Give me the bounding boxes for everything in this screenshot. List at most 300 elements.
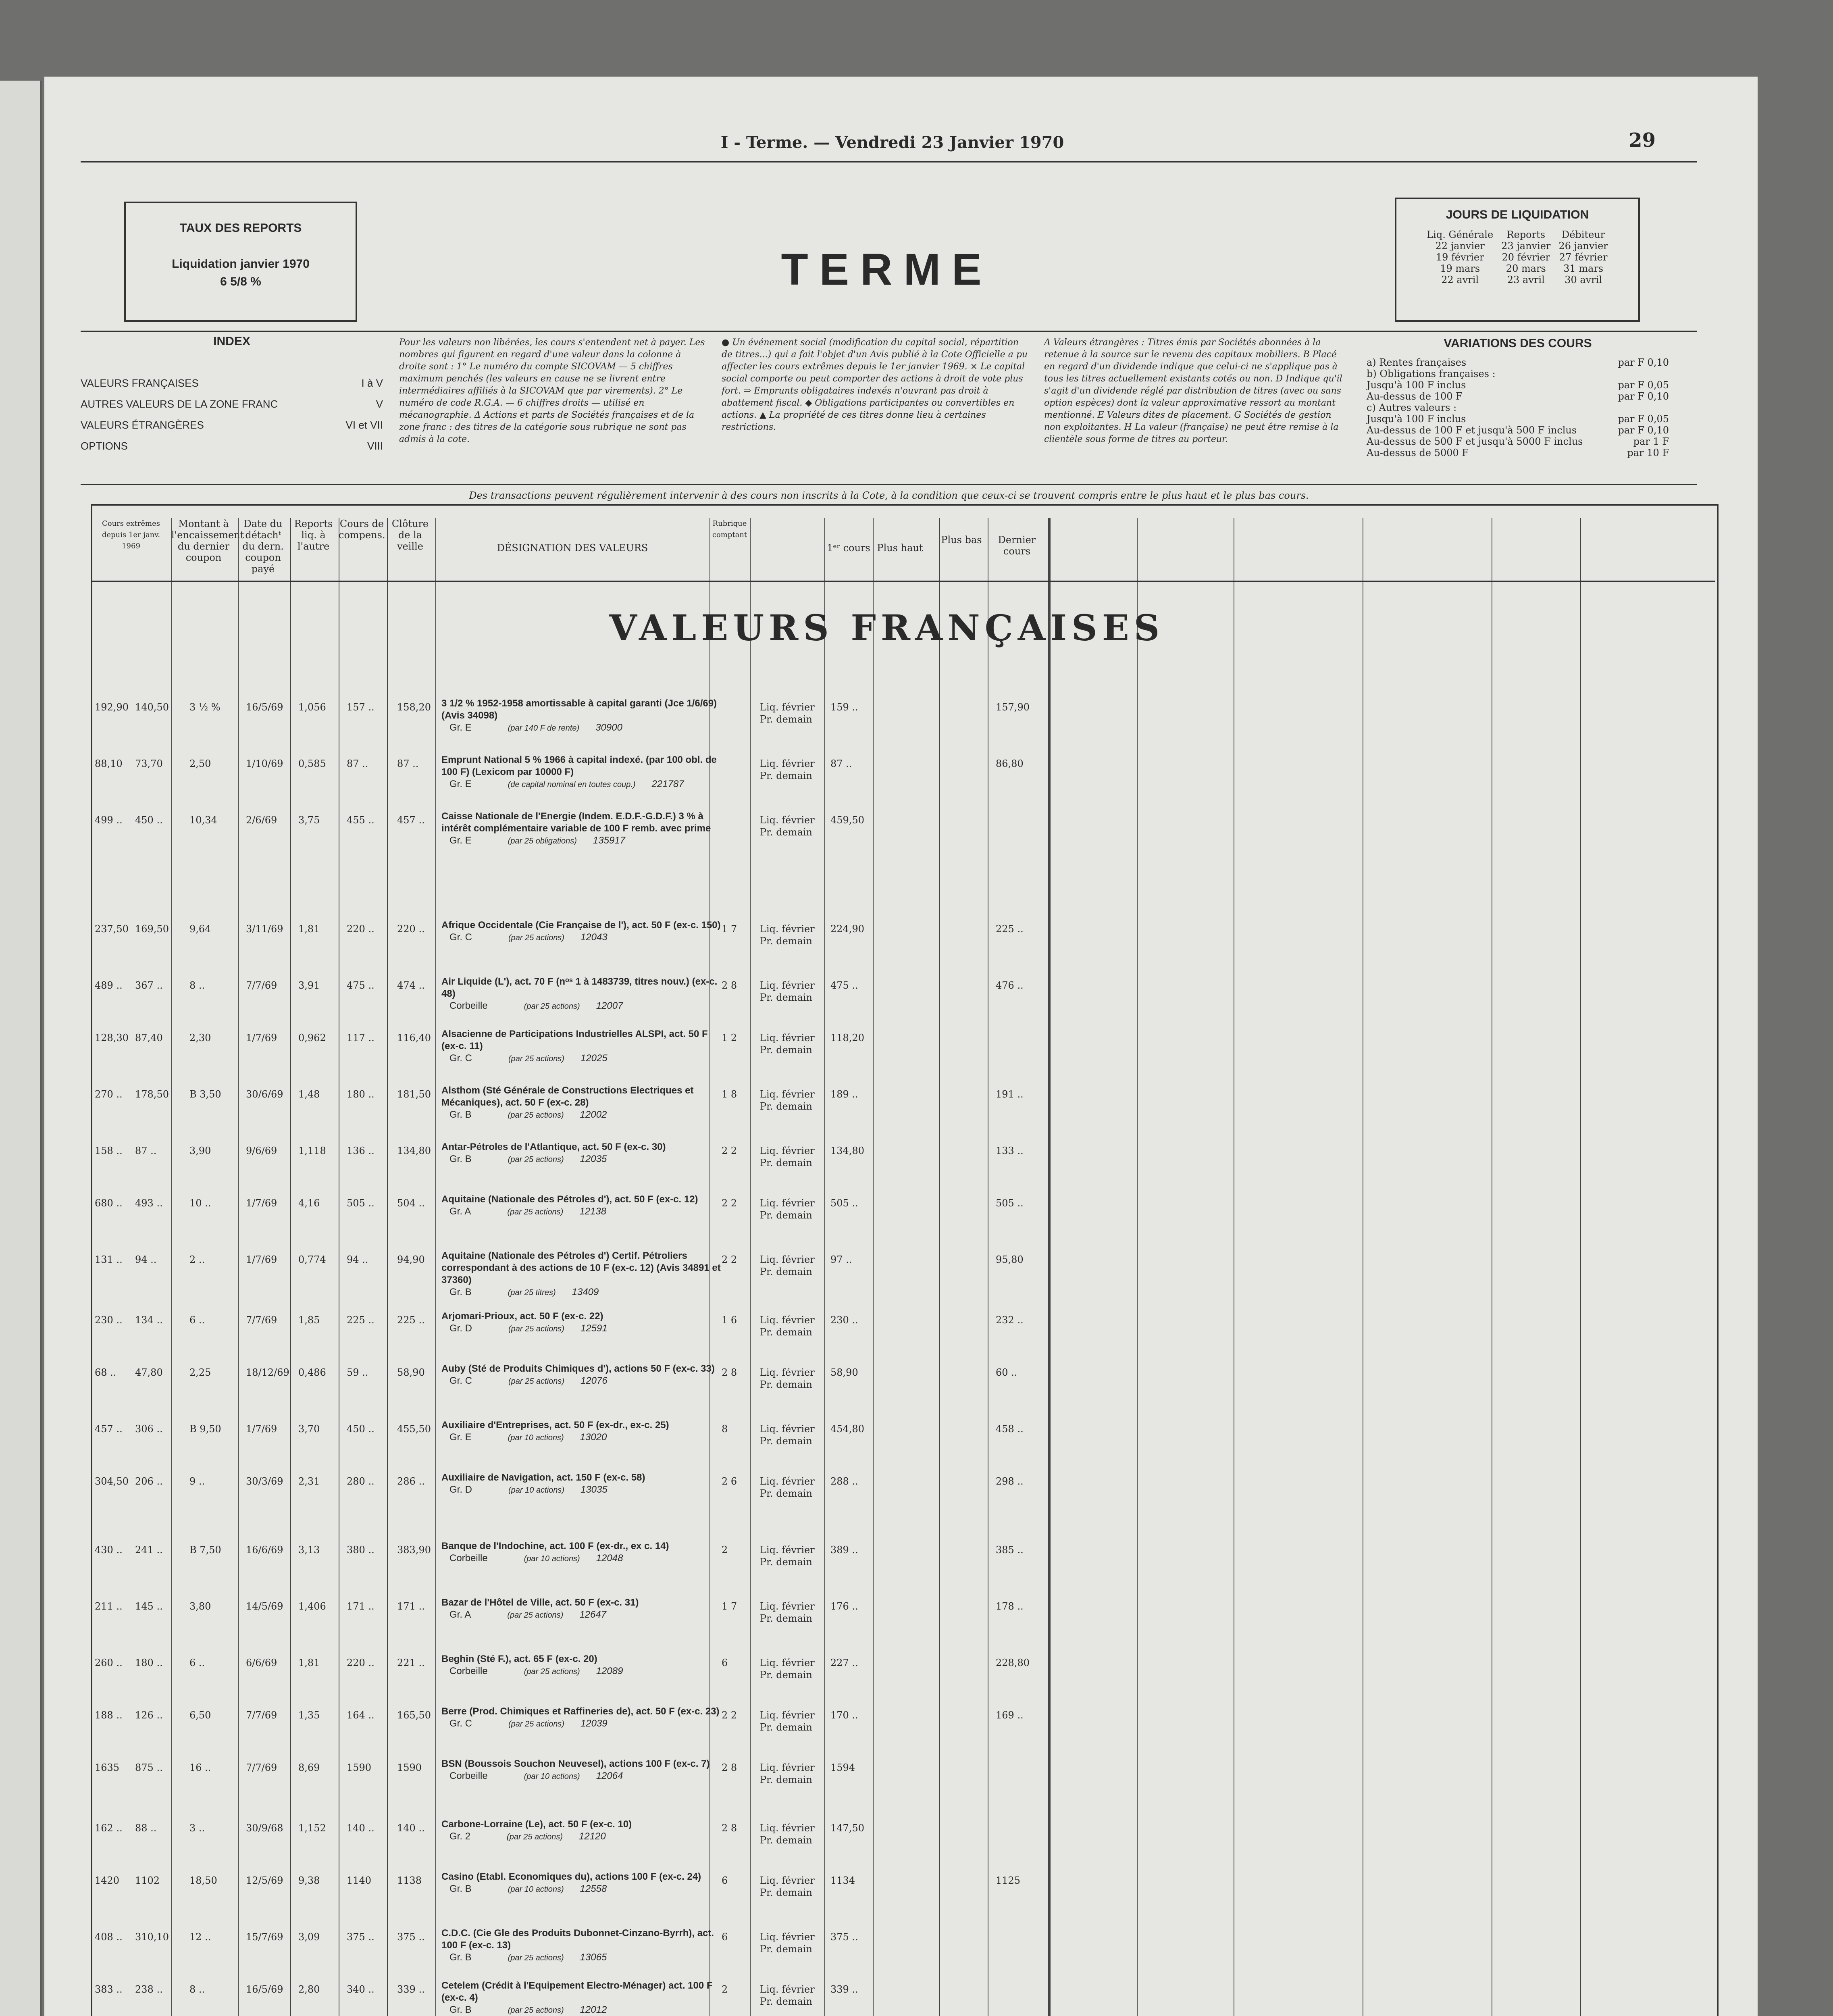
jours-cell: 19 mars xyxy=(1440,263,1480,274)
security-group: Gr. B xyxy=(449,1154,472,1164)
cell-cloture: 474 .. xyxy=(397,980,425,991)
security-lot-note: (par 25 actions) xyxy=(508,1325,564,1333)
cell-reports: 1,118 xyxy=(298,1145,326,1156)
section-title: VALEURS FRANÇAISES xyxy=(609,607,1165,649)
column-rule xyxy=(387,518,388,2016)
liq-fevrier-label: Liq. février xyxy=(760,1984,815,1995)
security-name: Antar-Pétroles de l'Atlantique, act. 50 F (ex-c. 30) xyxy=(441,1141,666,1152)
cell-rubrique: 2 8 xyxy=(722,1822,737,1834)
variation-value: par F 0,10 xyxy=(1618,357,1669,368)
security-group-line xyxy=(441,778,724,791)
cell-reports: 1,152 xyxy=(298,1822,326,1834)
security-group-line xyxy=(441,1000,724,1012)
security-group-line xyxy=(441,1951,724,1964)
liq-fevrier-label: Liq. février xyxy=(760,758,815,769)
variation-value: par F 0,10 xyxy=(1618,425,1669,436)
security-name: Air Liquide (L'), act. 70 F (nᵒˢ 1 à 1483739, titres nouv.) (ex-c. 48) xyxy=(441,976,718,999)
taux-title: TAUX DES REPORTS xyxy=(179,221,302,235)
cell-reports: 3,75 xyxy=(298,814,320,826)
cell-dernier: 86,80 xyxy=(996,758,1024,769)
cell-bas: 367 .. xyxy=(135,980,163,991)
col-reports: Reports liq. à l'autre xyxy=(294,518,333,552)
cell-reports: 0,585 xyxy=(298,758,326,769)
cell-reports: 9,38 xyxy=(298,1875,320,1886)
cell-rubrique: 2 xyxy=(722,1544,728,1556)
liq-fevrier-label: Liq. février xyxy=(760,1601,815,1612)
cell-premier: 87 .. xyxy=(830,758,852,769)
cell-premier: 288 .. xyxy=(830,1476,858,1487)
section-rule xyxy=(81,484,1697,485)
security-group-line xyxy=(441,722,724,734)
cell-premier: 134,80 xyxy=(830,1145,864,1156)
jours-cell: 19 février xyxy=(1436,252,1484,263)
security-code: 12048 xyxy=(596,1553,623,1564)
cell-haut: 680 .. xyxy=(95,1198,123,1209)
cell-date: 7/7/69 xyxy=(246,1762,277,1773)
cell-rubrique: 2 2 xyxy=(722,1254,737,1265)
cell-haut: 457 .. xyxy=(95,1423,123,1435)
cell-cloture: 225 .. xyxy=(397,1314,425,1326)
cell-premier: 224,90 xyxy=(830,923,864,935)
cell-date: 7/7/69 xyxy=(246,1314,277,1326)
cell-reports: 0,774 xyxy=(298,1254,326,1265)
col-premier-cours: 1ᵉʳ cours xyxy=(827,542,870,554)
security-code: 12591 xyxy=(580,1323,608,1334)
cell-rubrique: 2 8 xyxy=(722,1762,737,1773)
liq-demain-label: Pr. demain xyxy=(760,1044,813,1056)
cell-compens: 180 .. xyxy=(347,1089,375,1100)
cell-reports: 3,09 xyxy=(298,1931,320,1943)
cell-montant: 2,50 xyxy=(189,758,211,769)
liq-demain-label: Pr. demain xyxy=(760,1210,813,1221)
security-code: 12025 xyxy=(580,1053,608,1064)
security-lot-note: (par 10 actions) xyxy=(524,1772,580,1781)
variation-row xyxy=(1367,368,1669,379)
cell-cloture: 165,50 xyxy=(397,1710,431,1721)
cell-haut: 131 .. xyxy=(95,1254,123,1265)
security-group-line xyxy=(441,1375,724,1387)
security-name: Cetelem (Crédit à l'Equipement Electro-Ménager) act. 100 F (ex-c. 4) xyxy=(441,1980,713,2003)
variation-row xyxy=(1367,391,1669,402)
column-rule xyxy=(873,518,874,2016)
cell-reports: 3,70 xyxy=(298,1423,320,1435)
cell-reports: 3,13 xyxy=(298,1544,320,1556)
security-name: 3 1/2 % 1952-1958 amortissable à capital garanti (Jce 1/6/69) (Avis 34098) xyxy=(441,698,717,721)
cell-premier: 475 .. xyxy=(830,980,858,991)
cell-cloture: 220 .. xyxy=(397,923,425,935)
column-rule xyxy=(939,518,940,2016)
security-designation xyxy=(441,919,724,944)
security-lot-note: (par 25 actions) xyxy=(508,1054,564,1063)
security-code: 135917 xyxy=(593,835,625,846)
security-designation xyxy=(441,1419,724,1444)
cell-rubrique: 6 xyxy=(722,1931,728,1943)
column-rule xyxy=(1048,518,1051,2016)
liq-demain-label: Pr. demain xyxy=(760,992,813,1003)
variation-label: Au-dessus de 500 F et jusqu'à 5000 F inclus xyxy=(1367,436,1583,447)
security-lot-note: (par 25 actions) xyxy=(508,1377,564,1386)
security-designation xyxy=(441,1310,724,1335)
variations-title: VARIATIONS DES COURS xyxy=(1444,337,1592,350)
variation-row xyxy=(1367,413,1669,425)
column-rule xyxy=(290,518,291,2016)
cell-premier: 230 .. xyxy=(830,1314,858,1326)
cell-cloture: 1138 xyxy=(397,1875,422,1886)
index-item[interactable] xyxy=(81,394,383,414)
jours-cell: 27 février xyxy=(1559,252,1608,263)
cell-date: 1/7/69 xyxy=(246,1032,277,1043)
index-item[interactable] xyxy=(81,435,383,456)
liq-demain-label: Pr. demain xyxy=(760,1613,813,1624)
cell-premier: 459,50 xyxy=(830,814,864,826)
cell-montant: 16 .. xyxy=(189,1762,211,1773)
cell-bas: 126 .. xyxy=(135,1710,163,1721)
cell-compens: 505 .. xyxy=(347,1198,375,1209)
variation-row xyxy=(1367,436,1669,447)
cell-bas: 73,70 xyxy=(135,758,163,769)
cell-premier: 389 .. xyxy=(830,1544,858,1556)
col-date: Date du détachᵗ du dern. coupon payé xyxy=(242,518,284,575)
cell-premier: 454,80 xyxy=(830,1423,864,1435)
security-group: Gr. B xyxy=(449,1952,472,1963)
cell-date: 12/5/69 xyxy=(246,1875,283,1886)
cell-bas: 88 .. xyxy=(135,1822,157,1834)
cell-premier: 147,50 xyxy=(830,1822,864,1834)
cell-montant: B 3,50 xyxy=(189,1089,221,1100)
cell-haut: 237,50 xyxy=(95,923,129,935)
cell-date: 3/11/69 xyxy=(246,923,283,935)
security-lot-note: (par 25 actions) xyxy=(508,2006,564,2015)
cell-montant: 6 .. xyxy=(189,1314,205,1326)
variation-row xyxy=(1367,447,1669,458)
cell-haut: 211 .. xyxy=(95,1601,123,1612)
cell-date: 7/7/69 xyxy=(246,980,277,991)
cell-haut: 88,10 xyxy=(95,758,123,769)
cell-cloture: 58,90 xyxy=(397,1367,425,1378)
security-code: 30900 xyxy=(595,722,622,733)
cell-bas: 241 .. xyxy=(135,1544,163,1556)
cell-compens: 380 .. xyxy=(347,1544,375,1556)
security-group-line xyxy=(441,1153,724,1166)
cell-haut: 489 .. xyxy=(95,980,123,991)
transactions-note: Des transactions peuvent régulièrement intervenir à des cours non inscrits à la Cote, à la condition que ceux-ci se trouvent compris entre le plus haut et le plus bas cours. xyxy=(469,490,1309,501)
security-designation xyxy=(441,1653,724,1678)
cell-montant: 9 .. xyxy=(189,1476,205,1487)
liq-demain-label: Pr. demain xyxy=(760,770,813,781)
variation-label: a) Rentes françaises xyxy=(1367,357,1467,368)
variation-label: Au-dessus de 100 F xyxy=(1367,391,1463,402)
cell-reports: 3,91 xyxy=(298,980,320,991)
col-plus-haut: Plus haut xyxy=(877,542,923,554)
cell-bas: 134 .. xyxy=(135,1314,163,1326)
security-code: 221787 xyxy=(651,779,684,789)
cell-haut: 188 .. xyxy=(95,1710,123,1721)
liq-fevrier-label: Liq. février xyxy=(760,1476,815,1487)
security-group: Gr. C xyxy=(449,1375,472,1386)
liq-demain-label: Pr. demain xyxy=(760,1669,813,1681)
column-rule xyxy=(171,518,172,2016)
cell-rubrique: 8 xyxy=(722,1423,728,1435)
cell-dernier: 458 .. xyxy=(996,1423,1024,1435)
liq-demain-label: Pr. demain xyxy=(760,1379,813,1390)
security-lot-note: (par 10 actions) xyxy=(508,1486,564,1495)
variation-label: Au-dessus de 100 F et jusqu'à 500 F inclus xyxy=(1367,425,1577,436)
cell-date: 1/7/69 xyxy=(246,1423,277,1435)
col-compens: Cours de compens. xyxy=(339,518,385,541)
cell-rubrique: 2 6 xyxy=(722,1476,737,1487)
index-item[interactable] xyxy=(81,373,383,394)
cell-dernier: 133 .. xyxy=(996,1145,1024,1156)
cell-dernier: 476 .. xyxy=(996,980,1024,991)
column-rule xyxy=(1137,518,1138,2016)
variation-value: par 1 F xyxy=(1633,436,1669,447)
liq-demain-label: Pr. demain xyxy=(760,1835,813,1846)
cell-cloture: 87 .. xyxy=(397,758,419,769)
security-group-line xyxy=(441,2004,724,2016)
cell-cloture: 375 .. xyxy=(397,1931,425,1943)
security-group-line xyxy=(441,1831,724,1843)
cell-dernier: 225 .. xyxy=(996,923,1024,935)
cell-rubrique: 1 7 xyxy=(722,923,737,935)
cell-compens: 1590 xyxy=(347,1762,372,1773)
cell-bas: 875 .. xyxy=(135,1762,163,1773)
cell-date: 16/6/69 xyxy=(246,1544,283,1556)
security-code: 12012 xyxy=(580,2004,607,2015)
liq-fevrier-label: Liq. février xyxy=(760,1145,815,1156)
cell-bas: 178,50 xyxy=(135,1089,169,1100)
security-group: Gr. B xyxy=(449,2004,472,2015)
security-name: Alsacienne de Participations Industrielles ALSPI, act. 50 F (ex-c. 11) xyxy=(441,1029,708,1052)
variation-label: Au-dessus de 5000 F xyxy=(1367,447,1469,458)
security-group: Gr. D xyxy=(449,1323,472,1334)
security-name: Emprunt National 5 % 1966 à capital indexé. (par 100 obl. de 100 F) (Lexicom par 10000 F) xyxy=(441,754,717,777)
cell-compens: 94 .. xyxy=(347,1254,368,1265)
security-name: Berre (Prod. Chimiques et Raffineries de), act. 50 F (ex-c. 23) xyxy=(441,1706,720,1717)
security-group-line xyxy=(441,1883,724,1895)
column-rule xyxy=(1580,518,1581,2016)
cell-compens: 475 .. xyxy=(347,980,375,991)
cell-premier: 58,90 xyxy=(830,1367,858,1378)
security-designation xyxy=(441,1472,724,1496)
security-name: Alsthom (Sté Générale de Constructions Electriques et Mécaniques), act. 50 F (ex-c. 28) xyxy=(441,1085,694,1108)
index-pages: V xyxy=(376,398,383,410)
liq-fevrier-label: Liq. février xyxy=(760,1314,815,1326)
security-name: Banque de l'Indochine, act. 100 F (ex-dr., ex c. 14) xyxy=(441,1541,669,1552)
cell-bas: 145 .. xyxy=(135,1601,163,1612)
security-lot-note: (par 10 actions) xyxy=(524,1554,580,1563)
cell-montant: 12 .. xyxy=(189,1931,211,1943)
cell-dernier: 178 .. xyxy=(996,1601,1024,1612)
cell-date: 6/6/69 xyxy=(246,1657,277,1668)
index-block xyxy=(81,335,383,456)
cell-date: 30/3/69 xyxy=(246,1476,283,1487)
cell-date: 9/6/69 xyxy=(246,1145,277,1156)
cell-haut: 383 .. xyxy=(95,1984,123,1995)
taux-subtitle: Liquidation janvier 1970 xyxy=(172,257,310,271)
cell-montant: 2,25 xyxy=(189,1367,211,1378)
security-name: Aquitaine (Nationale des Pétroles d'), act. 50 F (ex-c. 12) xyxy=(441,1194,698,1205)
cell-premier: 189 .. xyxy=(830,1089,858,1100)
cell-compens: 340 .. xyxy=(347,1984,375,1995)
security-code: 12076 xyxy=(580,1375,608,1386)
security-name: Afrique Occidentale (Cie Française de l'), act. 50 F (ex-c. 150) xyxy=(441,920,721,931)
security-designation xyxy=(441,1871,724,1895)
cell-dernier: 191 .. xyxy=(996,1089,1024,1100)
security-name: Bazar de l'Hôtel de Ville, act. 50 F (ex-c. 31) xyxy=(441,1597,639,1608)
page-number: 29 xyxy=(1629,129,1656,152)
security-designation xyxy=(441,1980,724,2016)
security-group: Gr. B xyxy=(449,1109,472,1120)
cell-reports: 1,85 xyxy=(298,1314,320,1326)
column-rule xyxy=(750,518,751,2016)
security-name: Auby (Sté de Produits Chimiques d'), actions 50 F (ex-c. 33) xyxy=(441,1363,715,1374)
index-label: OPTIONS xyxy=(81,440,128,452)
security-name: Arjomari-Prioux, act. 50 F (ex-c. 22) xyxy=(441,1311,603,1322)
security-code: 13020 xyxy=(580,1432,607,1443)
column-rule xyxy=(238,518,239,2016)
cell-rubrique: 2 8 xyxy=(722,1367,737,1378)
section-rule xyxy=(81,331,1697,332)
cell-cloture: 94,90 xyxy=(397,1254,425,1265)
security-lot-note: (par 25 actions) xyxy=(508,1720,564,1729)
security-group-line xyxy=(441,1322,724,1335)
security-lot-note: (par 25 actions) xyxy=(508,1954,564,1962)
security-group: Gr. A xyxy=(449,1206,471,1217)
cell-reports: 0,962 xyxy=(298,1032,326,1043)
cell-compens: 59 .. xyxy=(347,1367,368,1378)
security-lot-note: (par 25 actions) xyxy=(508,933,564,942)
security-designation xyxy=(441,1085,724,1121)
cell-compens: 171 .. xyxy=(347,1601,375,1612)
security-group: Gr. E xyxy=(449,722,472,733)
cell-premier: 505 .. xyxy=(830,1198,858,1209)
security-code: 12647 xyxy=(579,1609,607,1620)
header-bottom-rule xyxy=(91,581,1715,582)
liq-demain-label: Pr. demain xyxy=(760,1266,813,1277)
liq-demain-label: Pr. demain xyxy=(760,1774,813,1785)
security-designation xyxy=(441,1818,724,1843)
cell-rubrique: 6 xyxy=(722,1875,728,1886)
security-group-line xyxy=(441,1552,724,1565)
security-name: Caisse Nationale de l'Energie (Indem. E.D.F.-G.D.F.) 3 % à intérêt complémentaire variable de 100 F remb. avec prime xyxy=(441,811,711,834)
index-label: VALEURS FRANÇAISES xyxy=(81,377,199,389)
security-name: Aquitaine (Nationale des Pétroles d') Certif. Pétroliers correspondant à des actions de 10 F (ex-c. 12) (Avis 34891 et 37360) xyxy=(441,1250,721,1285)
liq-demain-label: Pr. demain xyxy=(760,1556,813,1568)
security-name: Auxiliaire de Navigation, act. 150 F (ex-c. 58) xyxy=(441,1472,645,1483)
security-designation xyxy=(441,1706,724,1730)
security-group: Gr. B xyxy=(449,1287,472,1297)
security-code: 12138 xyxy=(579,1206,607,1217)
cell-compens: 225 .. xyxy=(347,1314,375,1326)
col-extremes: Cours extrêmes depuis 1er janv. 1969 xyxy=(102,519,160,550)
security-group: Corbeille xyxy=(449,1553,488,1564)
cell-haut: 192,90 xyxy=(95,702,129,713)
cell-montant: 6 .. xyxy=(189,1657,205,1668)
liq-fevrier-label: Liq. février xyxy=(760,1931,815,1943)
column-rule xyxy=(435,518,436,2016)
jours-table xyxy=(1423,229,1612,285)
column-rule xyxy=(824,518,825,2016)
liq-demain-label: Pr. demain xyxy=(760,1488,813,1499)
cell-bas: 87 .. xyxy=(135,1145,157,1156)
cell-haut: 270 .. xyxy=(95,1089,123,1100)
security-lot-note: (par 25 actions) xyxy=(524,1002,580,1011)
cell-cloture: 158,20 xyxy=(397,702,431,713)
security-group: Gr. A xyxy=(449,1609,471,1620)
cell-bas: 140,50 xyxy=(135,702,169,713)
security-designation xyxy=(441,976,724,1012)
liq-demain-label: Pr. demain xyxy=(760,1722,813,1733)
cell-montant: 3 .. xyxy=(189,1822,205,1834)
security-lot-note: (par 25 actions) xyxy=(508,1111,564,1120)
cell-compens: 220 .. xyxy=(347,1657,375,1668)
index-pages: I à V xyxy=(361,377,383,389)
cell-montant: B 9,50 xyxy=(189,1423,221,1435)
cell-cloture: 383,90 xyxy=(397,1544,431,1556)
notes-column-1: Pour les valeurs non libérées, les cours s'entendent net à payer. Les nombres qui figurent en regard d'une valeur dans la colonne à droite sont : 1° Le numéro du compte SICOVAM — 5 chiffres maximum penchés (les valeurs en cause ne se livrent entre intermédiaires affiliés à la SICOVAM que par virements). 2° Le numéro de code R.G.A. — 6 chiffres droits — utilisé en mécanographie. Δ Actions et parts de Sociétés françaises et de la zone franc : des titres de la catégorie sous rubrique ne sont pas admis à la cote. xyxy=(399,337,705,444)
cell-montant: 9,64 xyxy=(189,923,211,935)
liq-demain-label: Pr. demain xyxy=(760,1943,813,1955)
cell-bas: 180 .. xyxy=(135,1657,163,1668)
cell-cloture: 221 .. xyxy=(397,1657,425,1668)
security-group-line xyxy=(441,1770,724,1783)
cell-reports: 1,056 xyxy=(298,702,326,713)
terme-title: TERME xyxy=(781,245,993,294)
jours-header: Débiteur xyxy=(1561,229,1605,240)
security-group: Gr. B xyxy=(449,1883,472,1894)
variation-label: Jusqu'à 100 F inclus xyxy=(1367,379,1466,391)
security-lot-note: (par 10 actions) xyxy=(508,1885,564,1894)
cell-date: 1/10/69 xyxy=(246,758,283,769)
col-cloture: Clôture de la veille xyxy=(391,518,429,552)
security-name: Auxiliaire d'Entreprises, act. 50 F (ex-dr., ex-c. 25) xyxy=(441,1420,669,1431)
security-group: Gr. E xyxy=(449,1432,472,1443)
liq-fevrier-label: Liq. février xyxy=(760,1710,815,1721)
header-rule xyxy=(81,161,1697,162)
security-code: 12089 xyxy=(596,1666,623,1677)
security-group: Gr. D xyxy=(449,1484,472,1495)
cell-compens: 455 .. xyxy=(347,814,375,826)
index-item[interactable] xyxy=(81,414,383,435)
notes-column-2: ● Un événement social (modification du capital social, répartition de titres...) qui a fait l'objet d'un Avis publié à la Cote Officielle a pu affecter les cours extrêmes depuis le 1er janvier 1969. × Le capital social comporte ou peut comporter des actions à droit de vote plus fort. ⇒ Emprunts obligataires indexés n'ouvrant pas droit à abattement fiscal. ◆ Obligations participantes ou convertibles en actions. ▲ La propriété de ces titres donne lieu à certaines restrictions. xyxy=(722,337,1028,432)
jours-de-liquidation-box xyxy=(1395,198,1640,322)
liq-fevrier-label: Liq. février xyxy=(760,1875,815,1886)
jours-cell: 22 janvier xyxy=(1435,240,1485,252)
security-group: Gr. C xyxy=(449,932,472,943)
cell-bas: 450 .. xyxy=(135,814,163,826)
security-group: Gr. C xyxy=(449,1053,472,1064)
index-title: INDEX xyxy=(213,335,250,348)
cell-reports: 4,16 xyxy=(298,1198,320,1209)
cell-compens: 280 .. xyxy=(347,1476,375,1487)
liq-demain-label: Pr. demain xyxy=(760,827,813,838)
cell-bas: 306 .. xyxy=(135,1423,163,1435)
page-header: I - Terme. — Vendredi 23 Janvier 1970 xyxy=(720,133,1064,152)
security-group: Gr. 2 xyxy=(449,1831,471,1842)
security-lot-note: (par 25 actions) xyxy=(507,1833,563,1841)
cell-compens: 157 .. xyxy=(347,702,375,713)
col-dernier-cours: Dernier cours xyxy=(998,534,1036,557)
index-pages: VI et VII xyxy=(345,419,383,431)
variation-label: Jusqu'à 100 F inclus xyxy=(1367,413,1466,425)
jours-cell: 20 février xyxy=(1502,252,1550,263)
variation-row xyxy=(1367,357,1669,368)
jours-title: JOURS DE LIQUIDATION xyxy=(1446,208,1589,221)
cell-reports: 2,80 xyxy=(298,1984,320,1995)
cell-rubrique: 1 2 xyxy=(722,1032,737,1043)
security-lot-note: (par 25 obligations) xyxy=(508,837,577,846)
quotes-table xyxy=(91,504,1719,2016)
